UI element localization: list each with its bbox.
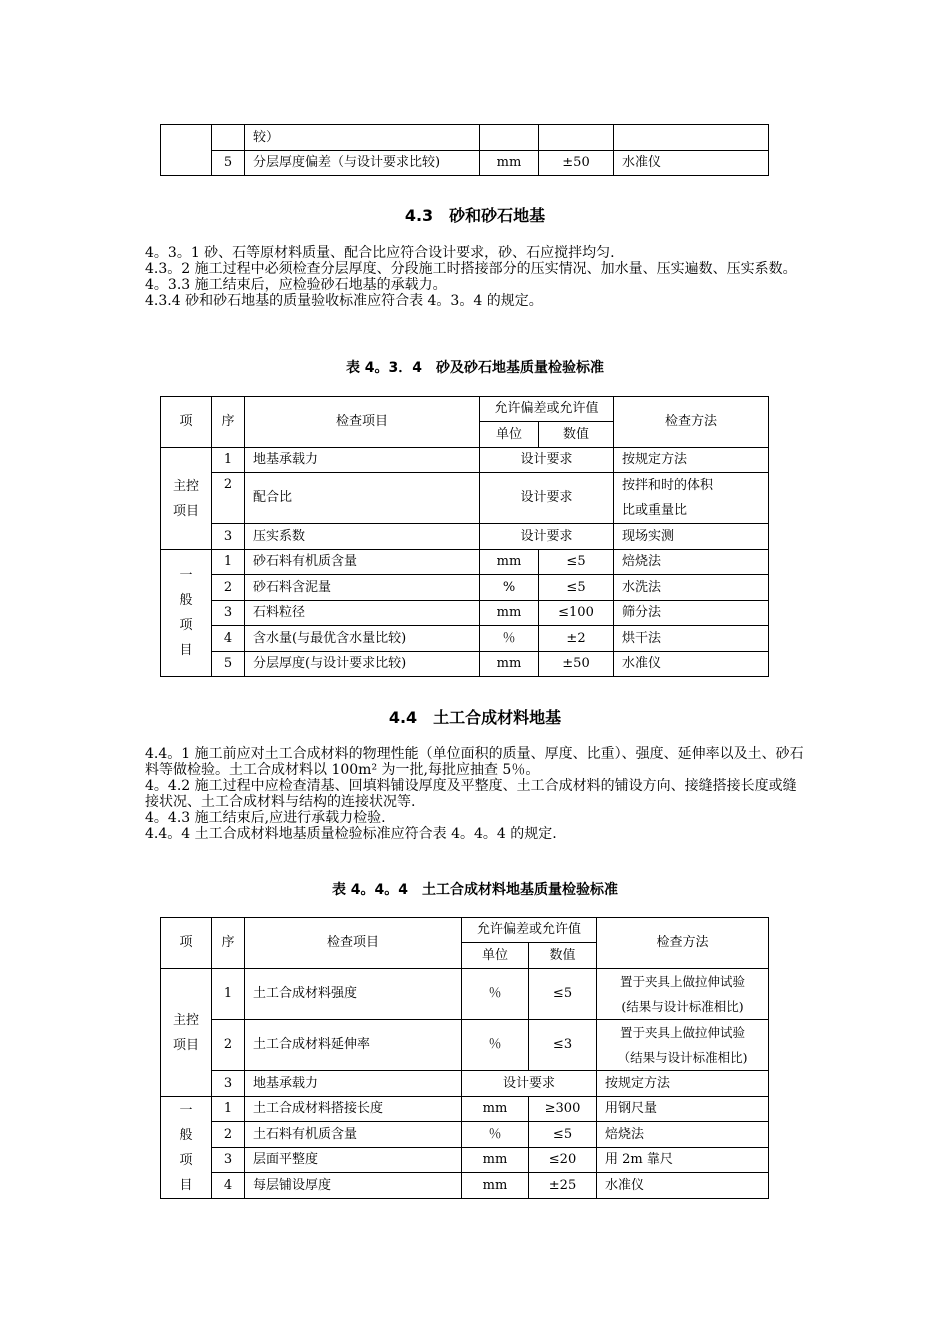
unit-cell: % <box>480 575 539 601</box>
table-row <box>161 550 769 575</box>
row-number: 2 <box>212 575 245 601</box>
unit-cell: mm <box>462 1097 529 1122</box>
item-cell: 土工合成材料强度 <box>245 969 462 1020</box>
row-number: 1 <box>212 1097 245 1122</box>
method-cell: 用 2m 靠尺 <box>597 1148 769 1173</box>
item-cell: 地基承载力 <box>245 448 480 473</box>
unit-cell: ％ <box>462 969 529 1020</box>
section-4-4-body <box>145 746 805 842</box>
main-control-label: 主控 项目 <box>161 448 212 550</box>
header-item: 检查项目 <box>245 397 480 448</box>
table-row <box>161 1148 769 1173</box>
row-number: 2 <box>212 1122 245 1148</box>
header-tolerance: 允许偏差或允许值 <box>480 397 614 422</box>
category-cell <box>161 125 212 176</box>
table-4-3-4 <box>160 396 769 677</box>
table-row <box>161 524 769 550</box>
row-number <box>212 125 245 151</box>
section-heading-4-4: 4.4 土工合成材料地基 <box>388 708 562 727</box>
value-cell: ≤100 <box>539 601 614 626</box>
table-row <box>161 151 769 176</box>
method-cell: 按规定方法 <box>597 1071 769 1097</box>
method-cell: 置于夹具上做拉伸试验 (结果与设计标准相比) <box>597 969 769 1020</box>
paragraph: 4.4。1 施工前应对土工合成材料的物理性能（单位面积的质量、厚度、比重）、强度、延伸率以及土、砂石料等做检验。土工合成材料以 100m² 为一批,每批应抽查 5％。 <box>145 746 804 778</box>
paragraph: 4。3。1 砂、石等原材料质量、配合比应符合设计要求，砂、石应搅拌均匀. <box>145 245 615 261</box>
general-items-label: 一 般 项 目 <box>161 1097 212 1199</box>
unit-cell <box>480 125 539 151</box>
header-row <box>161 397 769 422</box>
row-number: 2 <box>212 473 245 524</box>
table-4-4-4 <box>160 917 769 1199</box>
paragraph: 4.3.4 砂和砂石地基的质量验收标准应符合表 4。3。4 的规定。 <box>145 293 543 309</box>
item-cell: 每层铺设厚度 <box>245 1173 462 1199</box>
item-cell: 分层厚度偏差（与设计要求比较) <box>245 151 480 176</box>
header-number: 序 <box>212 397 245 448</box>
tolerance-cell: 设计要求 <box>462 1071 597 1097</box>
method-cell: 焙烧法 <box>614 550 769 575</box>
header-method: 检查方法 <box>614 397 769 448</box>
table-caption-4-3-4: 表 4。3．4 砂及砂石地基质量检验标准 <box>345 360 605 376</box>
header-number: 序 <box>212 918 245 969</box>
tolerance-cell: 设计要求 <box>480 473 614 524</box>
method-cell: 水准仪 <box>597 1173 769 1199</box>
row-number: 1 <box>212 969 245 1020</box>
table-row <box>161 1097 769 1122</box>
method-cell: 用钢尺量 <box>597 1097 769 1122</box>
item-cell: 土石料有机质含量 <box>245 1122 462 1148</box>
item-cell: 砂石料有机质含量 <box>245 550 480 575</box>
value-cell: ≤5 <box>539 575 614 601</box>
method-cell: 现场实测 <box>614 524 769 550</box>
general-items-label: 一 般 项 目 <box>161 550 212 677</box>
row-number: 3 <box>212 1148 245 1173</box>
unit-cell: mm <box>462 1173 529 1199</box>
table-row <box>161 448 769 473</box>
item-cell: 较） <box>245 125 480 151</box>
header-method: 检查方法 <box>597 918 769 969</box>
header-value: 数值 <box>539 422 614 448</box>
item-cell: 压实系数 <box>245 524 480 550</box>
row-number: 5 <box>212 652 245 677</box>
unit-cell: mm <box>480 652 539 677</box>
method-cell: 水洗法 <box>614 575 769 601</box>
value-cell: ≤5 <box>539 550 614 575</box>
value-cell: ≥300 <box>529 1097 597 1122</box>
row-number: 5 <box>212 151 245 176</box>
row-number: 4 <box>212 626 245 652</box>
row-number: 3 <box>212 1071 245 1097</box>
row-number: 2 <box>212 1020 245 1071</box>
method-cell: 焙烧法 <box>597 1122 769 1148</box>
item-cell: 配合比 <box>245 473 480 524</box>
table-row <box>161 652 769 677</box>
value-cell: ±2 <box>539 626 614 652</box>
method-cell: 按规定方法 <box>614 448 769 473</box>
table-row <box>161 1122 769 1148</box>
item-cell: 分层厚度(与设计要求比较) <box>245 652 480 677</box>
value-cell: ≤3 <box>529 1020 597 1071</box>
unit-cell: ％ <box>462 1020 529 1071</box>
row-number: 3 <box>212 524 245 550</box>
header-category: 项 <box>161 918 212 969</box>
value-cell: ±50 <box>539 151 614 176</box>
method-cell: 置于夹具上做拉伸试验 （结果与设计标准相比) <box>597 1020 769 1071</box>
row-number: 4 <box>212 1173 245 1199</box>
row-number: 1 <box>212 550 245 575</box>
section-4-3-body <box>145 245 805 309</box>
row-number: 3 <box>212 601 245 626</box>
item-cell: 土工合成材料延伸率 <box>245 1020 462 1071</box>
paragraph: 4.3。2 施工过程中必须检查分层厚度、分段施工时搭接部分的压实情况、加水量、压实遍数、压实系数。 <box>145 261 797 277</box>
tolerance-cell: 设计要求 <box>480 524 614 550</box>
paragraph: 4。4.3 施工结束后,应进行承载力检验. <box>145 810 386 826</box>
unit-cell: ％ <box>462 1122 529 1148</box>
unit-cell: mm <box>462 1148 529 1173</box>
header-row <box>161 918 769 943</box>
value-cell: ≤5 <box>529 969 597 1020</box>
value-cell: ≤20 <box>529 1148 597 1173</box>
section-heading-4-3: 4.3 砂和砂石地基 <box>404 206 546 225</box>
table-row <box>161 969 769 1020</box>
value-cell: ±50 <box>539 652 614 677</box>
method-cell: 烘干法 <box>614 626 769 652</box>
unit-cell: mm <box>480 550 539 575</box>
header-value: 数值 <box>529 943 597 969</box>
table-row <box>161 125 769 151</box>
method-cell: 水准仪 <box>614 652 769 677</box>
header-unit: 单位 <box>462 943 529 969</box>
item-cell: 砂石料含泥量 <box>245 575 480 601</box>
paragraph: 4。3.3 施工结束后，应检验砂石地基的承载力。 <box>145 277 447 293</box>
table-row <box>161 1020 769 1071</box>
main-control-label: 主控 项目 <box>161 969 212 1097</box>
table-row <box>161 626 769 652</box>
table-caption-4-4-4: 表 4。4。4 土工合成材料地基质量检验标准 <box>331 882 619 898</box>
top-table <box>160 124 769 176</box>
method-cell <box>614 125 769 151</box>
paragraph: 4.4。4 土工合成材料地基质量检验标准应符合表 4。4。4 的规定. <box>145 826 557 842</box>
table-row <box>161 1071 769 1097</box>
header-item: 检查项目 <box>245 918 462 969</box>
unit-cell: mm <box>480 601 539 626</box>
item-cell: 层面平整度 <box>245 1148 462 1173</box>
table-row <box>161 1173 769 1199</box>
value-cell: ≤5 <box>529 1122 597 1148</box>
table-row <box>161 575 769 601</box>
item-cell: 土工合成材料搭接长度 <box>245 1097 462 1122</box>
method-cell: 水准仪 <box>614 151 769 176</box>
header-unit: 单位 <box>480 422 539 448</box>
header-tolerance: 允许偏差或允许值 <box>462 918 597 943</box>
value-cell: ±25 <box>529 1173 597 1199</box>
value-cell <box>539 125 614 151</box>
method-cell: 按拌和时的体积 比或重量比 <box>614 473 769 524</box>
table-row <box>161 473 769 524</box>
item-cell: 石料粒径 <box>245 601 480 626</box>
tolerance-cell: 设计要求 <box>480 448 614 473</box>
unit-cell: mm <box>480 151 539 176</box>
method-cell: 筛分法 <box>614 601 769 626</box>
paragraph: 4。4.2 施工过程中应检查清基、回填料铺设厚度及平整度、土工合成材料的铺设方向、接缝搭接长度或缝接状况、土工合成材料与结构的连接状况等. <box>145 778 797 810</box>
unit-cell: ％ <box>480 626 539 652</box>
table-row <box>161 601 769 626</box>
item-cell: 含水量(与最优含水量比较) <box>245 626 480 652</box>
item-cell: 地基承载力 <box>245 1071 462 1097</box>
row-number: 1 <box>212 448 245 473</box>
header-category: 项 <box>161 397 212 448</box>
